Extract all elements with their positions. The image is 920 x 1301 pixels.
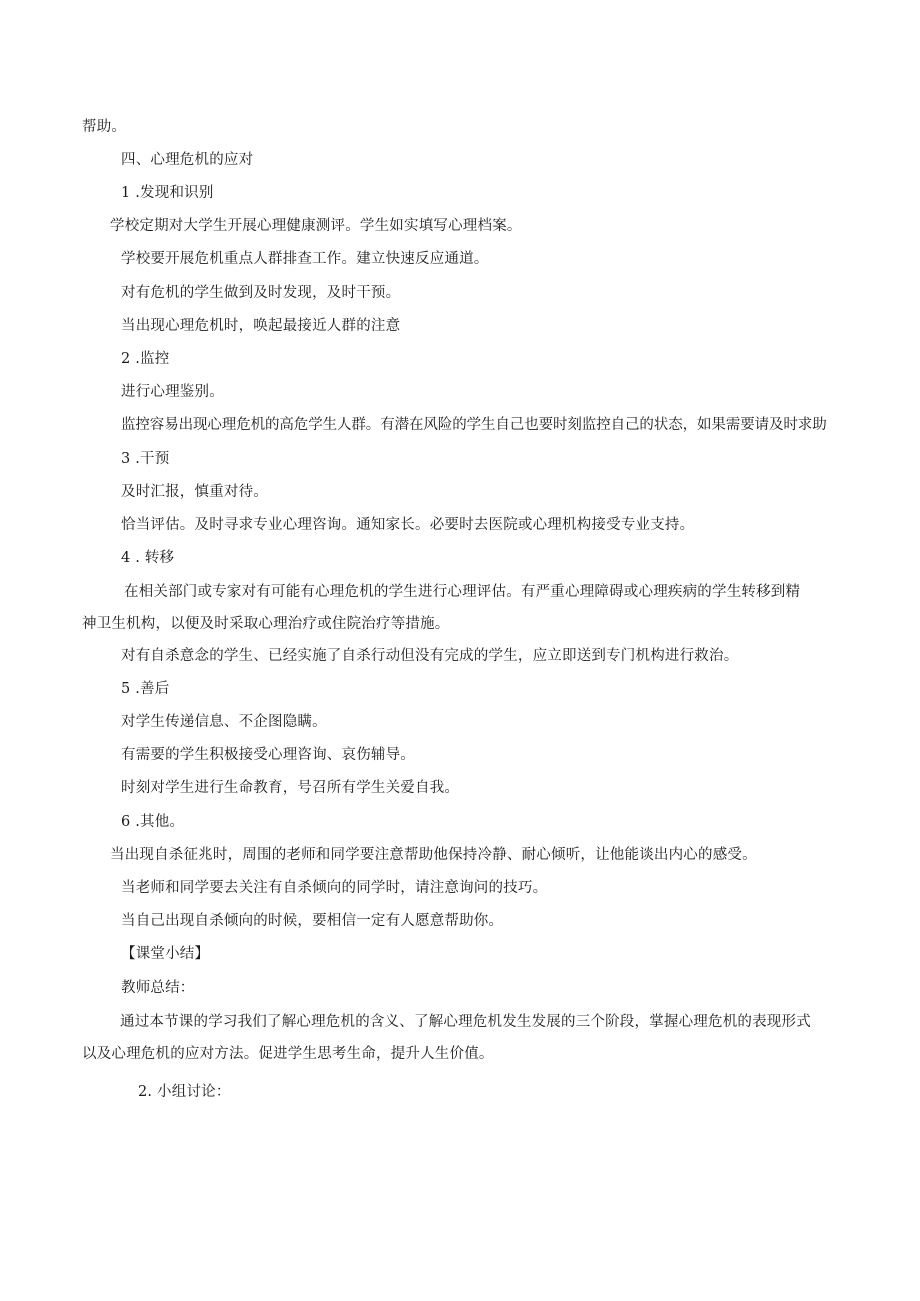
subheading-2: 2 .监控 — [121, 351, 170, 367]
paragraph: 有需要的学生积极接受心理咨询、哀伤辅导。 — [121, 747, 415, 763]
paragraph: 对有危机的学生做到及时发现，及时干预。 — [121, 285, 401, 301]
paragraph: 当出现自杀征兆时，周围的老师和同学要注意帮助他保持冷静、耐心倾听，让他能谈出内心的感受。 — [110, 847, 757, 863]
subheading-5: 5 .善后 — [121, 681, 170, 697]
paragraph: 当自己出现自杀倾向的时候，要相信一定有人愿意帮助你。 — [121, 913, 504, 929]
paragraph: 当出现心理危机时，唤起最接近人群的注意 — [121, 318, 401, 334]
paragraph: 学校定期对大学生开展心理健康测评。学生如实填写心理档案。 — [110, 218, 522, 234]
paragraph-wrapped: 通过本节课的学习我们了解心理危机的含义、了解心理危机发生发展的三个阶段，掌握心理危机的表现形式以及心理危机的应对方法。促进学生思考生命，提升人生价值。 — [82, 1014, 811, 1062]
subheading-6: 6 .其他。 — [121, 814, 185, 830]
discussion-heading: 2. 小组讨论： — [138, 1084, 231, 1100]
paragraph: 进行心理鉴别。 — [121, 384, 224, 400]
paragraph: 当老师和同学要去关注有自杀倾向的同学时，请注意询问的技巧。 — [121, 880, 548, 896]
subheading-1: 1 .发现和识别 — [121, 185, 214, 201]
paragraph: 教师总结： — [121, 980, 195, 996]
paragraph: 对有自杀意念的学生、已经实施了自杀行动但没有完成的学生，应立即送到专门机构进行救治。 — [121, 648, 739, 664]
subheading-3: 3 .干预 — [121, 451, 170, 467]
summary-heading: 【课堂小结】 — [121, 946, 210, 962]
subheading-4: 4 . 转移 — [121, 550, 175, 566]
paragraph: 恰当评估。及时寻求专业心理咨询。通知家长。必要时去医院或心理机构接受专业支持。 — [121, 517, 695, 533]
paragraph-continuation: 帮助。 — [82, 119, 127, 135]
paragraph: 学校要开展危机重点人群排查工作。建立快速反应通道。 — [121, 251, 489, 267]
paragraph: 时刻对学生进行生命教育，号召所有学生关爱自我。 — [121, 780, 460, 796]
paragraph: 监控容易出现心理危机的高危学生人群。有潜在风险的学生自己也要时刻监控自己的状态，如果需要请及时求助 — [121, 417, 827, 433]
paragraph-wrapped: 在相关部门或专家对有可能有心理危机的学生进行心理评估。有严重心理障碍或心理疾病的学生转移到精神卫生机构，以便及时采取心理治疗或住院治疗等措施。 — [82, 584, 801, 632]
paragraph: 及时汇报，慎重对待。 — [121, 484, 268, 500]
paragraph: 对学生传递信息、不企图隐瞒。 — [121, 714, 327, 730]
section-heading: 四、心理危机的应对 — [121, 152, 254, 168]
